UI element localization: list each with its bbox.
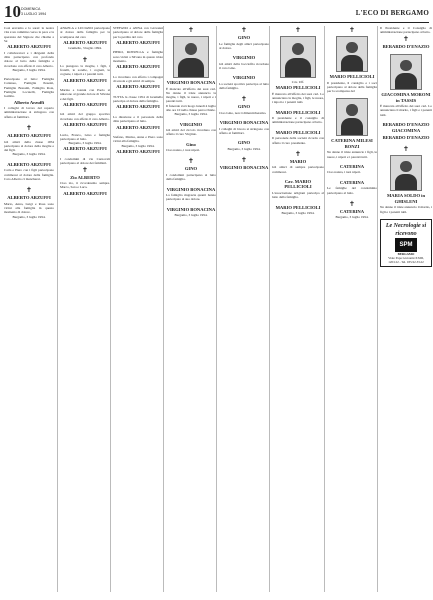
deceased-name: CATERINA: [339, 208, 365, 214]
obituary: [4, 162, 54, 181]
deceased-name: Alberto Arzuffi: [13, 99, 45, 105]
obituary: [166, 207, 216, 218]
deceased-name: Cav. MARIO PELLICIOLI: [284, 178, 312, 190]
obituary: [166, 87, 216, 117]
obituary: [219, 140, 269, 151]
newspaper-title: L'ECO DI BERGAMO: [355, 9, 429, 17]
deceased-name: ALBERTO ARZUFFI: [7, 195, 51, 201]
obituary: [327, 164, 377, 175]
obituary-text: I colleghi di lavoro si stringono con affetto ai familiari.: [219, 126, 269, 135]
cross-icon: ✝: [295, 26, 301, 34]
obituary: [60, 133, 110, 152]
place-date: Bergamo, 3 luglio 1994.: [174, 213, 208, 218]
deceased-name: MARIO PELLICIOLI: [275, 129, 321, 135]
obituary-text: Lo ricordano con affetto i compagni di scuola e gli amici di sempre.: [113, 74, 163, 84]
obituary-text: I colleghi di lavoro del reparto amministrazione si stringono con affetto ai familiari.: [4, 106, 54, 119]
cross-icon: ✝: [349, 199, 355, 208]
obituary: [4, 26, 54, 72]
deceased-name: Zio ALBERTO: [70, 174, 100, 180]
deceased-name: BERARDO D'ENAZIO: [382, 134, 430, 140]
obituary-text: Il Presidente e il Consiglio di amministrazione partecipano al lutto.: [380, 26, 432, 35]
obituary-text: Gli amici della bocciofila ricordano il caro Gino.: [219, 61, 269, 70]
column-6: [269, 26, 324, 592]
obituary: [272, 179, 324, 200]
deceased-name: ALBERTO ARZUFFI: [116, 104, 160, 110]
obituary: [60, 112, 110, 127]
obituary: [4, 186, 54, 219]
obituary: [327, 200, 377, 220]
deceased-name: ALBERTO ARZUFFI: [63, 190, 107, 196]
obituary-text: La direzione e il personale della ditta partecipano al lutto.: [113, 114, 163, 124]
place-date: Bergamo, 3 luglio 1994.: [281, 211, 315, 216]
ad-title: Le Necrologie si ricevono: [385, 223, 427, 238]
obituary-text: Il personale della società ricorda con affetto il caro presidente.: [272, 136, 324, 145]
obituary: [327, 180, 377, 195]
deceased-name: MARIA SOLDO in GHISLENI: [386, 193, 426, 204]
portrait-photo: [173, 36, 209, 78]
deceased-name: CATERINA: [339, 163, 365, 169]
column-4: [163, 26, 216, 592]
obituary: [4, 77, 54, 119]
obituary: [60, 157, 110, 196]
obituary-text: La famiglia ringrazia quanti hanno partecipato al suo dolore.: [166, 193, 216, 202]
obituary: [60, 88, 110, 107]
column-1: [4, 26, 54, 592]
column-2: [57, 26, 110, 592]
obituary-text: Stefano, Marisa, Anna e Piero sono vicini alla famiglia.: [113, 135, 163, 144]
deceased-name: VIRGINIO BONACINA: [219, 164, 269, 170]
obituary: [272, 110, 324, 125]
deceased-name: ALBERTO ARZUFFI: [63, 146, 107, 152]
page-number: 10: [4, 2, 21, 21]
column-8: [377, 26, 432, 592]
obituary: [272, 130, 324, 145]
cross-icon: ✝: [82, 165, 88, 174]
obituary-text: Lo piangono la moglie, i figli, i fratelli, le sorelle, i cognati, le cognate, i nipoti e i parenti tutti.: [60, 63, 110, 77]
obituary-text: Gli amici del circolo ricordano con affetto il caro Virginio.: [166, 128, 216, 137]
obituary-text: È mancato all'affetto dei suoi cari. Ne danno il triste annuncio la moglie, i figli, le nuore, i nipoti e i parenti tutti.: [166, 86, 216, 104]
deceased-name: ALBERTO ARZUFFI: [7, 161, 51, 167]
obituary-text: TUTTA la classe 1954 di Grumello partecipa al dolore della famiglia.: [113, 94, 163, 104]
column-3: [110, 26, 163, 592]
obituary: [327, 98, 377, 159]
deceased-name: MARIO PELLICIOLI: [275, 109, 321, 115]
deceased-name: VIRGINIO: [232, 75, 256, 81]
portrait-photo: [390, 54, 422, 90]
place-date: Bergamo, 3 luglio 1994.: [12, 214, 46, 219]
obituary-text: Ne danno il triste annuncio i figli, le nuore, i nipoti e i parenti tutti.: [327, 150, 377, 159]
cross-icon: ✝: [403, 34, 409, 43]
obituary: [219, 26, 269, 50]
deceased-name: MARIO PELLICIOLI: [275, 85, 321, 91]
obituary: [272, 150, 324, 174]
place-date: Bergamo, 3 luglio 1994.: [12, 67, 46, 72]
deceased-name: ALBERTO ARZUFFI: [63, 101, 107, 107]
obituary-text: I condomini partecipano al lutto della famiglia.: [166, 172, 216, 182]
deceased-name: MARIO PELLICIOLI: [275, 204, 321, 210]
obituary-text: Le famiglie degli amici partecipano al dolore.: [219, 41, 269, 50]
deceased-name: VIRGINIO BONACINA: [166, 80, 216, 85]
place-date: Bergamo, 3 luglio 1994.: [174, 112, 208, 117]
obituary: [166, 187, 216, 202]
date-full: 3 LUGLIO 1994: [21, 11, 47, 16]
cross-icon: ✝: [349, 26, 355, 34]
obituary: [4, 124, 54, 157]
obituary: [166, 157, 216, 181]
obituary-text: Marina e Gianni con Paolo si uniscono al grande dolore di Silvana e dei figli.: [60, 88, 110, 101]
obituary: [113, 75, 163, 90]
obituary: [380, 122, 432, 141]
obituary: [166, 142, 216, 153]
cross-icon: ✝: [82, 55, 88, 64]
obituary-text: Ne danno il triste annuncio il marito, i figli e i parenti tutti.: [380, 205, 432, 214]
page-date: [21, 7, 46, 16]
necrology-ad: [380, 219, 432, 267]
deceased-name: GINO: [184, 166, 198, 172]
obituary: [272, 92, 324, 105]
place-date: Bergamo, 3 luglio 1994.: [121, 143, 155, 148]
obituary: [327, 26, 377, 93]
deceased-name: ALBERTO ARZUFFI: [7, 133, 51, 139]
obituary-text: Gli amici della classe 1954 partecipano al dolore della moglie e dei figli.: [4, 139, 54, 153]
place-date: Bergamo, 3 luglio 1994.: [12, 152, 46, 157]
obituary-text: Così eravamo e lo sarai: la nostra vita è un cammino verso la pace e la speranza del Signore che chiama a Sé: [4, 26, 54, 43]
obituary-text: Ciao zio, ti ricorderemo sempre. Marco, Sara e Luca.: [60, 181, 110, 190]
obituary: [219, 120, 269, 135]
obituary-text: Ciao nonna, i tuoi nipoti.: [327, 170, 361, 175]
obituary-text: Lucia, Franco, Gino e famiglie partecipano al lutto.: [60, 132, 110, 141]
obituary-text: È mancato all'affetto dei suoi cari. Lo annunciano la moglie, i figli, le nuore, i nipoti e i parenti tutti.: [272, 91, 324, 105]
obituary: [113, 115, 163, 130]
deceased-name: VIRGINIO BONACINA: [166, 206, 216, 212]
honorific: Cav. Uff.: [291, 80, 305, 84]
obituary: [113, 50, 163, 69]
obituary-text: Il presidente e il consiglio di amministrazione partecipano al lutto.: [272, 116, 324, 125]
obituary-text: L'associazione artigiani partecipa al lutto della famiglia.: [272, 190, 324, 200]
deceased-name: MARIO PELLICIOLI: [329, 74, 375, 79]
obituary: [219, 95, 269, 115]
obituary-text: Carla e Piero con i figli partecipano commossi al dolore della famiglia. Caro Alberto ci mancherai.: [4, 168, 54, 181]
deceased-name: GINO: [237, 140, 251, 146]
portrait-photo: [336, 98, 368, 136]
date-day: DOMENICA: [21, 7, 41, 11]
cross-icon: ✝: [188, 157, 194, 166]
deceased-name: GINO: [237, 35, 251, 40]
obituary-text: PIERO, ROSSELLA e famiglie sono vicini a Silvana in questo triste momento.: [113, 50, 163, 63]
deceased-name: VIRGINIO: [232, 55, 256, 61]
deceased-name: ALBERTO ARZUFFI: [116, 84, 160, 90]
cross-icon: ✝: [403, 145, 409, 154]
portrait-photo: [336, 36, 368, 72]
obituary: [219, 55, 269, 70]
obituary: [166, 122, 216, 137]
cross-icon: ✝: [188, 26, 194, 34]
deceased-name: CATERINA MILESI BONZI: [331, 138, 373, 149]
place-date: Bergamo, 3 luglio 1994.: [68, 141, 102, 146]
deceased-name: ALBERTO ARZUFFI: [116, 148, 160, 154]
obituary: [113, 26, 163, 45]
obituary: [219, 75, 269, 90]
obituary-text: I condomini di via Carnovali partecipano al dolore dei familiari.: [60, 156, 110, 166]
deceased-name: Gino: [186, 141, 196, 147]
deceased-name: ALBERTO ARZUFFI: [116, 39, 160, 45]
place-date: Grumello, 3 luglio 1994.: [68, 46, 102, 51]
obituary: [60, 56, 110, 83]
obituary-text: Mario, Anna, Luigi e Rosa sono vicini alla famiglia in questo momento di dolore.: [4, 201, 54, 215]
deceased-name: ALBERTO ARZUFFI: [63, 39, 107, 45]
deceased-name: VIRGINIO BONACINA: [219, 120, 269, 126]
obituary-text: Ciao Gino, non ti dimenticheremo.: [219, 110, 267, 115]
deceased-name: ALBERTO ARZUFFI: [116, 124, 160, 130]
deceased-name: VIRGINIO BONACINA: [166, 186, 216, 192]
obituary-text: Il presidente, il consiglio e i soci partecipano al dolore della famiglia per la scomparsa del: [327, 80, 377, 94]
place-date: Bergamo, 3 luglio 1994.: [227, 146, 261, 151]
obituary: [380, 54, 432, 117]
masthead: [4, 4, 429, 23]
deceased-name: ALBERTO ARZUFFI: [63, 77, 107, 83]
obituary: [380, 26, 432, 49]
deceased-name: MARIO: [289, 158, 307, 164]
column-7: [324, 26, 377, 592]
deceased-name: ALBERTO ARZUFFI: [116, 64, 160, 70]
deceased-name: GINO: [237, 104, 251, 110]
portrait-photo: [390, 155, 422, 191]
deceased-name: BERARDO D'ENAZIO: [382, 43, 430, 49]
obituary-text: ANGELA e LUCIANO partecipano al dolore della famiglia per la scomparsa del caro: [60, 26, 110, 39]
obituary: [113, 135, 163, 154]
obituary: [113, 95, 163, 110]
cross-icon: ✝: [26, 124, 32, 133]
obituary-text: La società sportiva partecipa al lutto della famiglia.: [219, 81, 269, 90]
deceased-name: BERARDO D'ENAZIO: [382, 121, 430, 127]
cross-icon: ✝: [295, 149, 301, 158]
obituary-text: Partecipano al lutto: Famiglia Cattaneo, Famiglia Pesenti, Famiglia Bonomi, Famiglia Rota, Famiglia Locatelli, Famiglia Gamba.: [4, 77, 54, 99]
obituary-text: Ciao nonno, i tuoi nipoti.: [166, 148, 201, 153]
obituary-text: STEFANO e ANNA con Giovanni partecipano al dolore della famiglia per la perdita del caro: [113, 26, 163, 39]
obituary: [380, 145, 432, 214]
column-5: [216, 26, 269, 592]
obituary-text: Le famiglie del condominio partecipano al lutto.: [327, 186, 377, 195]
obituary-text: I collaboratori e i dirigenti della ditta partecipano con profondo dolore al lutto della famiglia e ricordano con affetto il caro Alberto.: [4, 50, 54, 68]
ad-address: Viale Papa Giovanni XXIII, 120/122 - Tel. 035/22.33.22: [388, 256, 424, 265]
obituary-text: Gli amici di sempre partecipano commossi.: [272, 165, 324, 174]
obituary: [272, 205, 324, 216]
portrait-photo: [280, 36, 316, 78]
deceased-name: ALBERTO ARZUFFI: [63, 122, 107, 128]
deceased-name: GIACOMINA MORONI in TASSIS: [381, 92, 431, 103]
deceased-name: VIRGINIO: [179, 121, 203, 127]
obituary: [219, 156, 269, 171]
deceased-name: ALBERTO ARZUFFI: [7, 44, 51, 50]
deceased-name: GIACOMINA: [391, 128, 421, 134]
cross-icon: ✝: [26, 186, 32, 195]
obituary-text: Il funerale avrà luogo lunedì 4 luglio alle ore 10 nella chiesa parrocchiale.: [166, 103, 216, 112]
obituary: [60, 26, 110, 51]
cross-icon: ✝: [241, 95, 247, 104]
obituary-text: Gli amici del gruppo sportivo ricordano con affetto il caro Alberto.: [60, 112, 110, 121]
obituary-text: È mancata all'affetto dei suoi cari. Lo annunciano il marito, i figli e i parenti tutti.: [380, 104, 432, 117]
place-date: Bergamo, 3 luglio 1994.: [335, 215, 369, 220]
cross-icon: ✝: [241, 26, 247, 34]
ad-city: BERGAMO: [397, 252, 415, 257]
deceased-name: CATERINA: [339, 179, 365, 185]
cross-icon: ✝: [241, 155, 247, 164]
spm-logo: SPM: [395, 238, 417, 252]
